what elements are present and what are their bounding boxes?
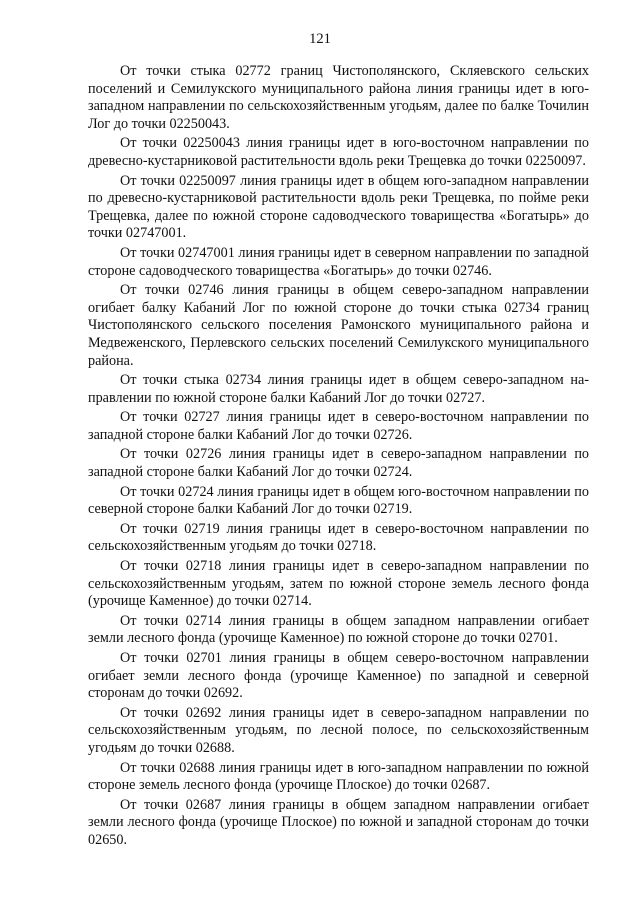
document-body xyxy=(88,63,589,852)
paragraph: От точки стыка 02734 линия границы идет в общем северо-западном направлении по южной стороне балки Кабаний Лог до точки 02727. xyxy=(88,372,589,406)
paragraph: От точки 02726 линия границы идет в северо-западном направлении по западной стороне балки Кабаний Лог до точки 02724. xyxy=(88,446,589,481)
paragraph: От точки 02692 линия границы идет в северо-западном направлении по сельскохозяйственным угодьям, по лесной полосе, по сельскохозяйственным угодьям до точки 02688. xyxy=(88,704,589,756)
paragraph: От точки 02718 линия границы идет в северо-западном направлении по сельскохозяйственным угодьям, затем по южной стороне земель лесного фонда (урочище Каменное) до точки 02714. xyxy=(88,558,589,610)
paragraph: От точки 02714 линия границы в общем западном направлении огибает земли лесного фонда (урочище Каменное) по южной стороне до точки 02701. xyxy=(88,612,589,647)
paragraph: От точки 02701 линия границы в общем северо-восточном направлении огибает земли лесного фонда (урочище Каменное) по западной и северной сторонам до точки 02692. xyxy=(88,650,589,702)
paragraph: От точки 02724 линия границы идет в общем юго-восточном направлении по северной стороне балки Кабаний Лог до точки 02719. xyxy=(88,483,589,518)
paragraph: От точки 02688 линия границы идет в юго-западном направлении по южной стороне земель лесного фонда (урочище Плоское) до точки 02687. xyxy=(88,759,589,794)
paragraph: От точки стыка 02772 границ Чистополянского, Скляевского сельских поселений и Семилукского муниципального района линия границы идет в юго-западном направлении по сельскохозяйственным угодьям, далее по балке Точилин Лог до точки 02250043. xyxy=(88,63,589,132)
paragraph: От точки 02727 линия границы идет в северо-восточном направлении по западной стороне балки Кабаний Лог до точки 02726. xyxy=(88,409,589,443)
paragraph: От точки 02719 линия границы идет в северо-восточном направлении по сельскохозяйственным угодьям до точки 02718. xyxy=(88,520,589,555)
paragraph: От точки 02747001 линия границы идет в северном направлении по западной стороне садоводческого товарищества «Богатырь» до точки 02746. xyxy=(88,244,589,279)
page-number: 121 xyxy=(309,31,331,47)
paragraph: От точки 02746 линия границы в общем северо-западном направлении огибает балку Кабаний Лог по южной стороне до точки стыка 02734 границ Чистополянского сельского поселения Рамонского муниципального района и Медвеженского, Перлевского сельских поселений Семилукского муниципального района. xyxy=(88,282,589,369)
paragraph: От точки 02250043 линия границы идет в юго-восточном направлении по древесно-кустарниковой растительности вдоль реки Трещевка до точки 02250097. xyxy=(88,135,589,169)
paragraph: От точки 02687 линия границы в общем западном направлении огибает земли лесного фонда (урочище Плоское) по южной и западной сторонам до точки 02650. xyxy=(88,796,589,848)
paragraph: От точки 02250097 линия границы идет в общем юго-западном направлении по древесно-кустарниковой растительности вдоль реки Трещевка, по пойме реки Трещевка, далее по южной стороне садоводческого товарищества «Богатырь» до точки 02747001. xyxy=(88,172,589,242)
